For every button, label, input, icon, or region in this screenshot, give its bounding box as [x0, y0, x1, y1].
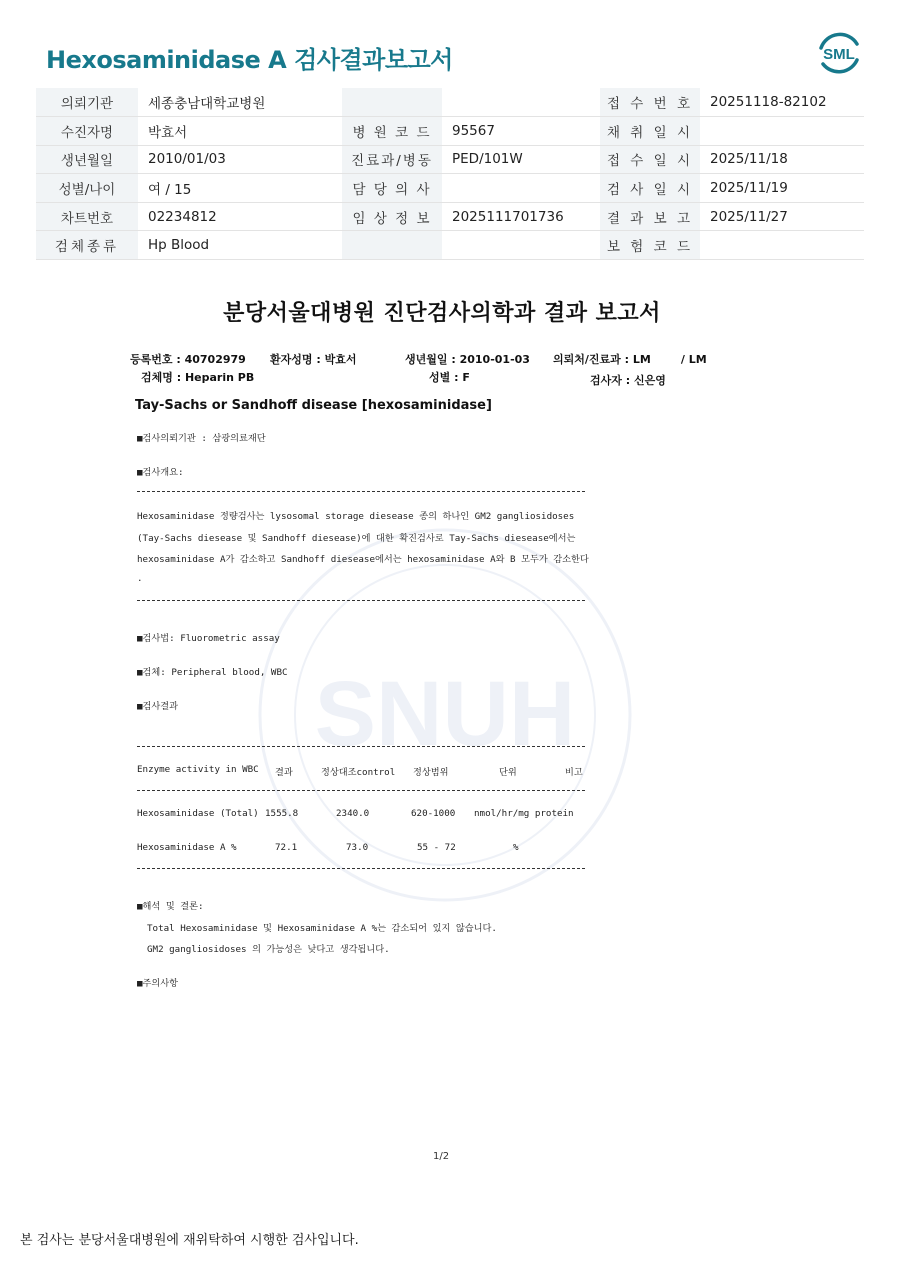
result-header: Enzyme activity in WBC [137, 764, 259, 775]
divider [137, 600, 585, 601]
info-value: 2010/01/03 [138, 145, 342, 174]
info-label: 보 험 코 드 [600, 231, 700, 260]
overview-label: ■검사개요: [137, 467, 184, 478]
caution-label: ■주의사항 [137, 978, 179, 989]
info-value: 여 / 15 [138, 174, 342, 203]
overview-line: hexosaminidase A가 감소하고 Sandhoff diesease에서는 hexosaminidase A와 B 모두가 감소한다 [137, 554, 589, 565]
divider [137, 746, 585, 747]
interpretation-line: Total Hexosaminidase 및 Hexosaminidase A %는 감소되어 있지 않습니다. [147, 923, 497, 934]
info-value [700, 231, 864, 260]
test-title: Tay-Sachs or Sandhoff disease [hexosaminidase] [135, 398, 492, 413]
info-row [36, 88, 864, 117]
result-cell: nmol/hr/mg protein [474, 808, 574, 819]
info-label: 수진자명 [36, 117, 138, 146]
specimen-line: ■검체: Peripheral blood, WBC [137, 667, 288, 678]
info-label [342, 88, 442, 117]
result-cell: 620-1000 [411, 808, 456, 819]
info-value: 02234812 [138, 202, 342, 231]
info-row [36, 145, 864, 174]
info-value: PED/101W [442, 145, 600, 174]
logo-text: SML [823, 46, 855, 63]
sml-logo [815, 30, 863, 76]
divider [137, 868, 585, 869]
interpretation-label: ■해석 및 결론: [137, 901, 204, 912]
page-title: Hexosaminidase A 검사결과보고서 [46, 46, 453, 74]
info-label: 검 사 일 시 [600, 174, 700, 203]
footer-note: 본 검사는 분당서울대병원에 재위탁하여 시행한 검사입니다. [20, 1233, 359, 1248]
patient-info-table [36, 88, 864, 260]
birth-date: 생년월일 : 2010-01-03 [405, 353, 530, 366]
overview-line: Hexosaminidase 정량검사는 lysosomal storage diesease 종의 하나인 GM2 gangliosidoses [137, 511, 575, 522]
info-value: 2025/11/19 [700, 174, 864, 203]
divider [137, 790, 585, 791]
info-value [442, 231, 600, 260]
sex: 성별 : F [429, 371, 470, 384]
info-label: 채 취 일 시 [600, 117, 700, 146]
result-header: 단위 [499, 767, 517, 778]
info-label: 성별/나이 [36, 174, 138, 203]
method-line: ■검사법: Fluorometric assay [137, 633, 280, 644]
divider [137, 491, 585, 492]
info-label [342, 231, 442, 260]
info-row [36, 174, 864, 203]
info-label: 검체종류 [36, 231, 138, 260]
department: 의뢰처/진료과 : LM / LM [553, 353, 707, 366]
page-number: 1/2 [433, 1151, 450, 1162]
info-row [36, 202, 864, 231]
result-cell: 73.0 [346, 842, 369, 853]
info-value: 20251118-82102 [700, 88, 864, 117]
info-label: 임 상 정 보 [342, 202, 442, 231]
result-cell: 55 - 72 [417, 842, 456, 853]
overview-line: . [137, 573, 143, 584]
info-label: 생년월일 [36, 145, 138, 174]
info-label: 담 당 의 사 [342, 174, 442, 203]
info-label: 접 수 번 호 [600, 88, 700, 117]
info-value: 2025/11/27 [700, 202, 864, 231]
result-cell: % [513, 842, 519, 853]
info-value: 박효서 [138, 117, 342, 146]
specimen-name: 검체명 : Heparin PB [141, 371, 255, 384]
info-value: 2025/11/18 [700, 145, 864, 174]
watermark-text: SNUH [314, 663, 576, 765]
interpretation-line: GM2 gangliosidoses 의 가능성은 낮다고 생각됩니다. [147, 944, 390, 955]
overview-line: (Tay-Sachs diesease 및 Sandhoff diesease)에 대한 확진검사로 Tay-Sachs diesease에서는 [137, 533, 576, 544]
result-header: 정상범위 [413, 767, 449, 778]
examiner: 검사자 : 신은영 [590, 374, 666, 387]
info-value: 세종충남대학교병원 [138, 88, 342, 117]
info-value: 2025111701736 [442, 202, 600, 231]
info-label: 접 수 일 시 [600, 145, 700, 174]
patient-name: 환자성명 : 박효서 [270, 353, 357, 366]
info-row [36, 117, 864, 146]
institution-line: ■검사의뢰기관 : 삼광의료재단 [137, 433, 266, 444]
result-cell: 1555.8 [265, 808, 299, 819]
result-cell: Hexosaminidase A % [137, 842, 237, 853]
info-value [442, 174, 600, 203]
result-label: ■검사결과 [137, 701, 179, 712]
info-value [700, 117, 864, 146]
result-cell: Hexosaminidase (Total) [137, 808, 259, 819]
info-value: Hp Blood [138, 231, 342, 260]
result-header: 결과 [275, 767, 293, 778]
report-title: 분당서울대병원 진단검사의학과 결과 보고서 [223, 301, 661, 326]
info-label: 진료과/병동 [342, 145, 442, 174]
result-header: 정상대조control [321, 767, 396, 778]
result-cell: 72.1 [275, 842, 298, 853]
info-row [36, 231, 864, 260]
info-label: 병 원 코 드 [342, 117, 442, 146]
info-label: 결 과 보 고 [600, 202, 700, 231]
info-label: 차트번호 [36, 202, 138, 231]
result-header: 비고 [565, 767, 583, 778]
info-value: 95567 [442, 117, 600, 146]
info-label: 의뢰기관 [36, 88, 138, 117]
info-value [442, 88, 600, 117]
reg-number: 등록번호 : 40702979 [130, 353, 246, 366]
result-cell: 2340.0 [336, 808, 370, 819]
